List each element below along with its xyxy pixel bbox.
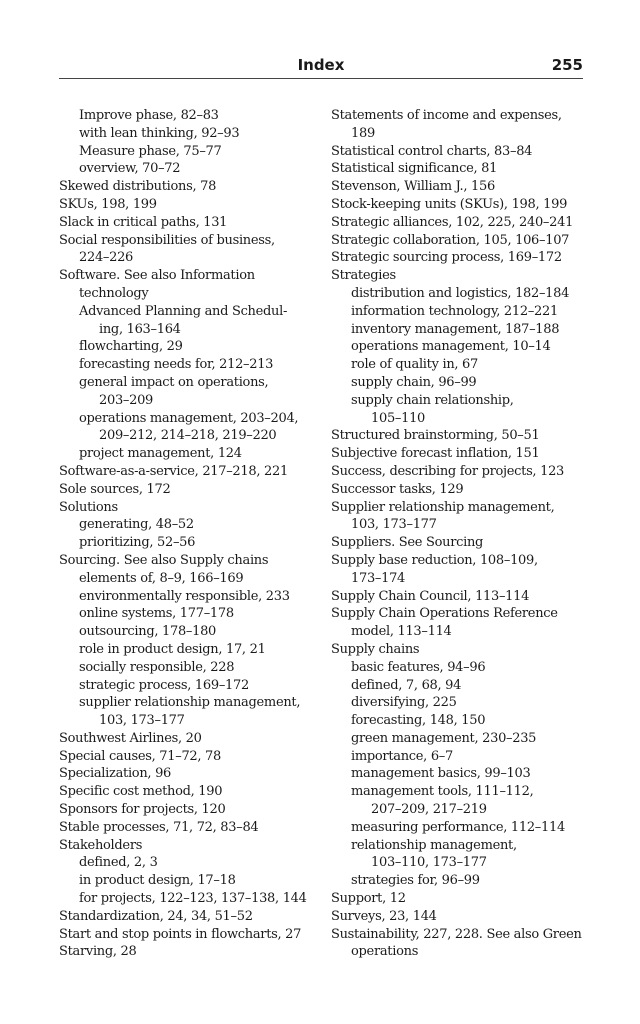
entry-continuation: technology — [79, 285, 149, 301]
entry-text: Solutions — [59, 499, 118, 515]
index-entry — [331, 926, 585, 962]
index-entry — [59, 178, 321, 196]
index-subentry — [59, 694, 321, 730]
entry-text: Statements of income and expenses, — [331, 108, 562, 123]
entry-text: Software-as-a-service, 217–218, 221 — [59, 463, 288, 479]
index-entry — [331, 552, 585, 588]
entry-continuation: 103, 173–177 — [351, 517, 437, 533]
index-subentry — [331, 356, 585, 374]
entry-text: SKUs, 198, 199 — [59, 196, 157, 212]
index-entry — [59, 481, 321, 499]
entry-text: Supply base reduction, 108–109, — [331, 552, 538, 568]
entry-text: distribution and logistics, 182–184 — [351, 285, 570, 301]
index-entry — [331, 249, 585, 267]
entry-continuation: 224–226 — [79, 250, 134, 266]
entry-text: Measure phase, 75–77 — [79, 143, 222, 159]
entry-text: environmentally responsible, 233 — [79, 588, 290, 604]
entry-text: Successor tasks, 129 — [331, 481, 464, 497]
entry-continuation: operations — [351, 944, 419, 960]
index-subentry — [331, 338, 585, 356]
entry-text: elements of, 8–9, 166–169 — [79, 570, 244, 586]
running-header — [59, 54, 583, 79]
entry-text: defined, 2, 3 — [79, 855, 158, 871]
entry-text: Stevenson, William J., 156 — [331, 179, 495, 195]
index-entry — [59, 765, 321, 783]
index-subentry — [59, 356, 321, 374]
entry-text: Southwest Airlines, 20 — [59, 730, 202, 746]
entry-text: Subjective forecast inflation, 151 — [331, 446, 540, 462]
entry-text: Sourcing. See also Supply chains — [59, 552, 269, 568]
entry-text: Specialization, 96 — [59, 766, 172, 782]
index-subentry — [59, 659, 321, 677]
index-entry — [59, 819, 321, 837]
index-entry — [331, 534, 585, 552]
index-entry — [59, 214, 321, 232]
entry-text: forecasting needs for, 212–213 — [79, 357, 274, 373]
index-entry — [331, 890, 585, 908]
index-entry — [331, 463, 585, 481]
entry-text: with lean thinking, 92–93 — [79, 125, 240, 141]
entry-text: measuring performance, 112–114 — [351, 819, 565, 835]
entry-text: supplier relationship management, — [79, 695, 301, 711]
index-subentry — [59, 338, 321, 356]
entry-text: project management, 124 — [79, 446, 242, 462]
index-entry — [331, 908, 585, 926]
index-entry — [59, 463, 321, 481]
entry-text: Support, 12 — [331, 891, 406, 907]
index-entry — [331, 196, 585, 214]
entry-text: role of quality in, 67 — [351, 357, 478, 373]
entry-text: prioritizing, 52–56 — [79, 535, 196, 551]
index-subentry — [331, 321, 585, 339]
entry-text: management tools, 111–112, — [351, 784, 534, 800]
entry-text: basic features, 94–96 — [351, 659, 486, 675]
entry-text: Starving, 28 — [59, 944, 137, 960]
index-subentry — [59, 374, 321, 410]
page-number: 255 — [551, 56, 583, 74]
entry-text: Skewed distributions, 78 — [59, 179, 217, 195]
index-subentry — [59, 890, 321, 908]
index-entry — [331, 445, 585, 463]
entry-text: Stock-keeping units (SKUs), 198, 199 — [331, 196, 568, 212]
entry-text: online systems, 177–178 — [79, 606, 234, 622]
entry-text: Sustainability, 227, 228. See also Green — [331, 926, 582, 942]
entry-text: Surveys, 23, 144 — [331, 908, 437, 924]
entry-text: management basics, 99–103 — [351, 766, 531, 782]
index-subentry — [331, 837, 585, 873]
index-entry — [331, 427, 585, 445]
entry-continuation: ing, 163–164 — [99, 321, 181, 337]
entry-text: Structured brainstorming, 50–51 — [331, 428, 540, 444]
index-entry — [331, 214, 585, 232]
index-entry — [59, 232, 321, 268]
entry-text: Specific cost method, 190 — [59, 784, 223, 800]
entry-text: importance, 6–7 — [351, 748, 453, 764]
index-entry — [331, 107, 585, 143]
index-subentry — [331, 783, 585, 819]
entry-text: flowcharting, 29 — [79, 339, 183, 355]
index-subentry — [59, 410, 321, 446]
index-subentry — [59, 107, 321, 125]
index-subentry — [59, 160, 321, 178]
entry-continuation: 103–110, 173–177 — [371, 855, 487, 871]
index-entry — [59, 908, 321, 926]
index-entry — [59, 552, 321, 570]
entry-text: Supply Chain Operations Reference — [331, 606, 558, 622]
index-entry — [331, 605, 585, 641]
index-subentry — [59, 570, 321, 588]
index-entry — [59, 196, 321, 214]
entry-text: Standardization, 24, 34, 51–52 — [59, 908, 253, 924]
entry-text: Strategic sourcing process, 169–172 — [331, 250, 562, 266]
entry-text: defined, 7, 68, 94 — [351, 677, 462, 693]
index-subentry — [331, 748, 585, 766]
index-subentry — [59, 516, 321, 534]
entry-text: strategies for, 96–99 — [351, 873, 480, 889]
index-subentry — [59, 605, 321, 623]
index-subentry — [59, 125, 321, 143]
index-subentry — [59, 445, 321, 463]
index-subentry — [59, 641, 321, 659]
entry-text: Strategic collaboration, 105, 106–107 — [331, 232, 570, 248]
entry-text: general impact on operations, — [79, 374, 269, 390]
entry-text: inventory management, 187–188 — [351, 321, 560, 337]
index-subentry — [331, 819, 585, 837]
entry-text: Special causes, 71–72, 78 — [59, 748, 221, 764]
entry-text: Suppliers. See Sourcing — [331, 535, 484, 551]
entry-text: Sponsors for projects, 120 — [59, 802, 226, 818]
index-entry — [59, 926, 321, 944]
index-entry — [331, 481, 585, 499]
index-subentry — [59, 588, 321, 606]
index-subentry — [59, 303, 321, 339]
index-entry — [59, 748, 321, 766]
entry-text: Sole sources, 172 — [59, 481, 171, 497]
entry-text: Statistical significance, 81 — [331, 161, 498, 177]
entry-continuation: 173–174 — [351, 570, 406, 586]
index-subentry — [331, 392, 585, 428]
index-column-left — [59, 107, 321, 961]
index-subentry — [331, 765, 585, 783]
entry-text: operations management, 203–204, — [79, 410, 299, 426]
index-subentry — [59, 854, 321, 872]
index-subentry — [331, 659, 585, 677]
entry-text: information technology, 212–221 — [351, 303, 558, 319]
index-subentry — [331, 694, 585, 712]
entry-text: Slack in critical paths, 131 — [59, 214, 228, 230]
index-subentry — [59, 534, 321, 552]
entry-continuation: 207–209, 217–219 — [371, 802, 487, 818]
index-subentry — [331, 730, 585, 748]
index-subentry — [331, 872, 585, 890]
entry-text: Success, describing for projects, 123 — [331, 463, 565, 479]
header-title: Index — [297, 56, 345, 74]
index-entry — [59, 837, 321, 855]
index-entry — [59, 801, 321, 819]
entry-text: supply chain, 96–99 — [351, 374, 477, 390]
index-subentry — [59, 143, 321, 161]
entry-text: Improve phase, 82–83 — [79, 108, 219, 123]
entry-continuation: 203–209 — [99, 392, 154, 408]
entry-text: forecasting, 148, 150 — [351, 713, 486, 729]
entry-text: Start and stop points in flowcharts, 27 — [59, 926, 302, 942]
entry-text: role in product design, 17, 21 — [79, 641, 266, 657]
index-entry — [331, 641, 585, 659]
entry-text: Advanced Planning and Schedul- — [79, 303, 288, 319]
entry-text: Statistical control charts, 83–84 — [331, 143, 533, 159]
index-entry — [59, 499, 321, 517]
entry-text: strategic process, 169–172 — [79, 677, 249, 693]
index-entry — [59, 267, 321, 303]
index-entry — [331, 232, 585, 250]
index-subentry — [59, 677, 321, 695]
index-entry — [59, 943, 321, 961]
entry-continuation: 189 — [351, 125, 375, 141]
entry-text: operations management, 10–14 — [351, 339, 551, 355]
entry-text: for projects, 122–123, 137–138, 144 — [79, 891, 307, 907]
entry-text: relationship management, — [351, 837, 517, 853]
entry-text: supply chain relationship, — [351, 392, 514, 408]
index-subentry — [331, 285, 585, 303]
index-entry — [59, 730, 321, 748]
entry-text: overview, 70–72 — [79, 161, 181, 177]
entry-text: generating, 48–52 — [79, 517, 194, 533]
entry-text: Stakeholders — [59, 837, 143, 853]
index-entry — [331, 588, 585, 606]
entry-text: Supply Chain Council, 113–114 — [331, 588, 530, 604]
index-entry — [331, 160, 585, 178]
index-subentry — [331, 712, 585, 730]
entry-continuation: 105–110 — [371, 410, 426, 426]
index-entry — [331, 267, 585, 285]
entry-text: outsourcing, 178–180 — [79, 624, 217, 640]
entry-text: Supplier relationship management, — [331, 499, 555, 515]
index-subentry — [331, 374, 585, 392]
entry-text: Software. See also Information — [59, 268, 255, 284]
entry-text: Stable processes, 71, 72, 83–84 — [59, 819, 259, 835]
entry-text: in product design, 17–18 — [79, 873, 236, 889]
index-entry — [331, 143, 585, 161]
index-subentry — [59, 872, 321, 890]
entry-text: Strategies — [331, 268, 396, 284]
index-subentry — [331, 303, 585, 321]
index-entry — [331, 178, 585, 196]
entry-text: socially responsible, 228 — [79, 659, 235, 675]
index-column-right — [331, 107, 585, 961]
entry-text: diversifying, 225 — [351, 695, 457, 711]
entry-text: Strategic alliances, 102, 225, 240–241 — [331, 214, 574, 230]
entry-continuation: 209–212, 214–218, 219–220 — [99, 428, 277, 444]
index-entry — [59, 783, 321, 801]
index-subentry — [59, 623, 321, 641]
entry-text: Supply chains — [331, 641, 420, 657]
index-subentry — [331, 677, 585, 695]
entry-continuation: model, 113–114 — [351, 624, 452, 640]
entry-text: green management, 230–235 — [351, 730, 537, 746]
entry-text: Social responsibilities of business, — [59, 232, 275, 248]
entry-continuation: 103, 173–177 — [99, 713, 185, 729]
index-entry — [331, 499, 585, 535]
